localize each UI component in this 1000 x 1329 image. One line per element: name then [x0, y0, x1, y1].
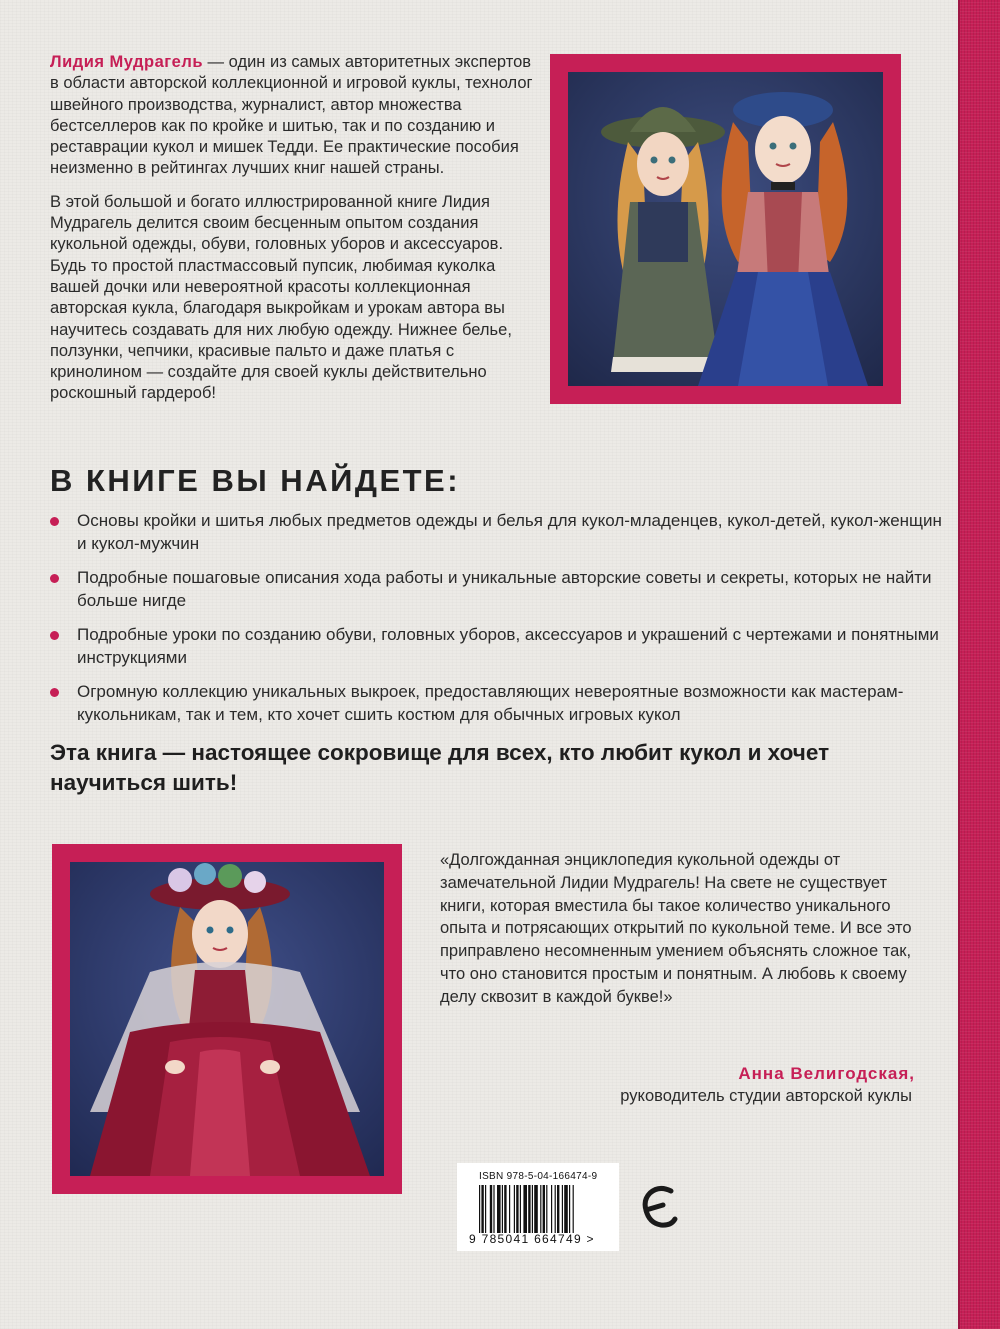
- barcode-bar: [564, 1185, 568, 1233]
- barcode-bar: [569, 1185, 570, 1233]
- feature-text: Огромную коллекцию уникальных выкроек, предоставляющих невероятные возможности как мастерам-кукольникам, так и тем, кто хочет сшить костюм для обычных игровых кукол: [77, 682, 904, 724]
- book-spine: [958, 0, 1000, 1329]
- barcode-bar: [528, 1185, 530, 1233]
- feature-text: Подробные уроки по созданию обуви, головных уборов, аксессуаров и украшений с чертежами и понятными инструкциями: [77, 625, 939, 667]
- isbn-label: ISBN 978-5-04-166474-9: [479, 1171, 598, 1182]
- photo-frame-two-dolls: [550, 54, 901, 404]
- photo-burgundy-doll: [70, 862, 384, 1176]
- barcode-bar: [520, 1185, 521, 1233]
- barcode-bar: [543, 1185, 545, 1233]
- bullet-dot-icon: [50, 631, 59, 640]
- barcode-bar: [502, 1185, 503, 1233]
- intro-paragraph-2: В этой большой и богато иллюстрированной книге Лидия Мудрагель делится своим бесценным опытом создания кукольной одежды, обуви, головных уборов и аксессуаров. Будь то простой пластмассовый пупсик, любимая куколка вашей дочки или невероятной красоты коллекционная авторская кукла, благодаря выкройкам и урокам автора вы научитесь создавать для них любую одежду. Нижнее белье, ползунки, чепчики, красивые пальто и даже платья с кринолином — создайте для своей куклы действительно роскошный гардероб!: [50, 192, 512, 403]
- barcode-bar: [557, 1185, 559, 1233]
- review-quote: «Долгожданная энциклопедия кукольной одежды от замечательной Лидии Мудрагель! На свете не существует книги, которая вместила бы такое количество уникального опыта и потрясающих открытий по кукольной теме. И все это приправлено несомненным умением объяснять сложное так, что оно становится простым и понятным. А любовь к своему делу сквозит в каждой букве!»: [440, 851, 912, 1006]
- intro-paragraph-1-text: — один из самых авторитетных экспертов в области авторской коллекционной и игровой куклы, технолог швейного производства, журналист, автор множества бестселлеров как по кройке и шитью, так и по созданию и реставрации кукол и мишек Тедди. Ее практические пособия неизменно в рейтингах лучших книг нашей страны.: [50, 53, 533, 178]
- feature-item: [50, 510, 950, 555]
- barcode-bar: [493, 1185, 494, 1233]
- barcode-bar: [490, 1185, 492, 1233]
- barcode-bar: [504, 1185, 506, 1233]
- bullet-dot-icon: [50, 574, 59, 583]
- feature-text: Подробные пошаговые описания хода работы и уникальные авторские советы и секреты, которых не найти больше нигде: [77, 568, 932, 610]
- barcode-bars: [479, 1185, 607, 1233]
- barcode-digits: 9 785041 664749 >: [469, 1232, 595, 1246]
- author-name: Лидия Мудрагель: [50, 53, 203, 71]
- section-title: В КНИГЕ ВЫ НАЙДЕТЕ:: [50, 463, 461, 498]
- review-author: Анна Велигодская,: [738, 1064, 915, 1083]
- barcode-bar: [532, 1185, 533, 1233]
- barcode-bar: [516, 1185, 518, 1233]
- feature-text: Основы кройки и шитья любых предметов одежды и белья для кукол-младенцев, кукол-детей, кукол-женщин и кукол-мужчин: [77, 511, 942, 553]
- review-author-role: руководитель студии авторской куклы: [620, 1087, 912, 1105]
- barcode-bar: [497, 1185, 501, 1233]
- barcode-bar: [523, 1185, 527, 1233]
- photo-frame-burgundy-doll: [52, 844, 402, 1194]
- barcode-bar: [546, 1185, 547, 1233]
- bullet-dot-icon: [50, 517, 59, 526]
- barcode-bar: [514, 1185, 515, 1233]
- feature-item: [50, 681, 950, 726]
- barcode-bar: [573, 1185, 574, 1233]
- intro-paragraph-1: [50, 52, 540, 180]
- feature-item: [50, 624, 950, 669]
- barcode: [457, 1163, 619, 1251]
- barcode-bar: [485, 1185, 486, 1233]
- barcode-bar: [534, 1185, 538, 1233]
- conclusion-text: Эта книга — настоящее сокровище для всех, кто любит кукол и хочет научиться шить!: [50, 740, 830, 795]
- barcode-bar: [481, 1185, 483, 1233]
- eksmo-logo-icon: [641, 1183, 679, 1231]
- author-intro: [50, 52, 540, 417]
- barcode-bar: [551, 1185, 552, 1233]
- barcode-bar: [540, 1185, 541, 1233]
- barcode-bar: [479, 1185, 480, 1233]
- features-list: [50, 510, 950, 738]
- barcode-bar: [555, 1185, 556, 1233]
- spine-edge: [958, 0, 960, 1329]
- feature-item: [50, 567, 950, 612]
- bullet-dot-icon: [50, 688, 59, 697]
- photo-two-dolls: [568, 72, 883, 386]
- barcode-bar: [562, 1185, 563, 1233]
- barcode-bar: [509, 1185, 510, 1233]
